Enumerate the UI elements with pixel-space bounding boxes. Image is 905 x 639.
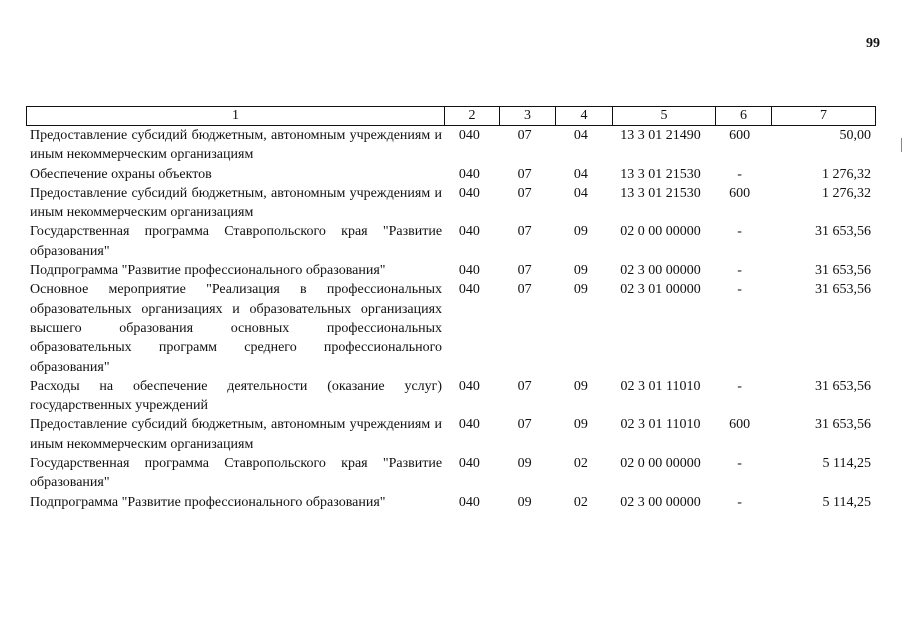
table-row [26, 280, 875, 376]
cell-subsection: 04 [573, 166, 588, 182]
header-col-1: 1 [27, 107, 445, 126]
cell-name: Предоставление субсидий бюджетным, автономным учреждениям и иным некоммерческим организациям [30, 128, 443, 163]
table-header [26, 106, 876, 126]
cell-amount: 1 276,32 [822, 185, 871, 201]
cell-section: 07 [517, 417, 532, 433]
cell-expense-type: - [737, 263, 742, 279]
cell-section: 07 [517, 166, 532, 182]
cell-ministry-code: 040 [458, 128, 480, 143]
cell-subsection: 02 [573, 494, 588, 510]
cell-ministry-code: 040 [458, 417, 480, 433]
cell-section: 07 [517, 185, 532, 201]
cell-name: Подпрограмма "Развитие профессионального образования" [30, 494, 386, 510]
cell-section: 07 [517, 128, 532, 143]
cell-subsection: 02 [573, 456, 588, 472]
cell-amount: 1 276,32 [822, 166, 871, 182]
scan-edge-mark [901, 138, 902, 152]
cell-subsection: 04 [573, 185, 588, 201]
header-row [27, 107, 876, 126]
cell-amount: 31 653,56 [815, 378, 871, 394]
table-row [26, 184, 875, 223]
cell-section: 07 [517, 378, 532, 394]
cell-amount: 31 653,56 [815, 282, 871, 298]
table-row [26, 222, 875, 261]
cell-amount: 31 653,56 [815, 263, 871, 279]
page-number: 99 [866, 36, 880, 51]
cell-expense-type: - [737, 494, 742, 510]
header-col-6: 6 [716, 107, 772, 126]
cell-target-article: 02 3 00 00000 [620, 263, 701, 279]
table-row [26, 165, 875, 184]
cell-section: 07 [517, 282, 532, 298]
cell-expense-type: - [737, 456, 742, 472]
header-col-2: 2 [445, 107, 500, 126]
cell-target-article: 13 3 01 21530 [620, 185, 701, 201]
cell-target-article: 13 3 01 21530 [620, 166, 701, 182]
cell-subsection: 09 [573, 263, 588, 279]
table-row [26, 377, 875, 416]
cell-ministry-code: 040 [458, 282, 480, 298]
header-col-4: 4 [556, 107, 613, 126]
cell-target-article: 02 0 00 00000 [620, 456, 701, 472]
cell-target-article: 02 3 01 11010 [620, 417, 701, 433]
cell-section: 07 [517, 263, 532, 279]
cell-amount: 5 114,25 [822, 494, 871, 510]
cell-target-article: 02 0 00 00000 [620, 224, 701, 240]
cell-expense-type: - [737, 166, 742, 182]
cell-name: Основное мероприятие "Реализация в профессиональных образовательных организациях и образовательных организациях высшего образования основных профессиональных образовательных программ среднего профессионального образования" [30, 282, 443, 375]
cell-ministry-code: 040 [458, 224, 480, 240]
cell-expense-type: - [737, 224, 742, 240]
cell-expense-type: - [737, 378, 742, 394]
cell-ministry-code: 040 [458, 456, 480, 472]
cell-subsection: 09 [573, 378, 588, 394]
cell-amount: 31 653,56 [815, 224, 871, 240]
cell-target-article: 02 3 01 00000 [620, 282, 701, 298]
cell-amount: 31 653,56 [815, 417, 871, 433]
cell-ministry-code: 040 [458, 378, 480, 394]
table-body [26, 126, 875, 512]
cell-target-article: 02 3 01 11010 [620, 378, 701, 394]
cell-expense-type: 600 [729, 185, 751, 201]
table-row [26, 126, 875, 165]
cell-name: Предоставление субсидий бюджетным, автономным учреждениям и иным некоммерческим организациям [30, 417, 443, 452]
cell-amount: 50,00 [839, 128, 871, 143]
cell-target-article: 02 3 00 00000 [620, 494, 701, 510]
table-row [26, 415, 875, 454]
table-row [26, 261, 875, 280]
header-col-5: 5 [613, 107, 716, 126]
cell-expense-type: 600 [729, 128, 751, 143]
header-col-3: 3 [500, 107, 556, 126]
table-row [26, 454, 875, 493]
header-col-7: 7 [772, 107, 876, 126]
cell-ministry-code: 040 [458, 263, 480, 279]
cell-name: Государственная программа Ставропольского края "Развитие образования" [30, 456, 443, 491]
cell-ministry-code: 040 [458, 494, 480, 510]
table-row [26, 493, 875, 512]
cell-ministry-code: 040 [458, 166, 480, 182]
cell-section: 09 [517, 456, 532, 472]
cell-name: Подпрограмма "Развитие профессионального образования" [30, 263, 386, 279]
cell-expense-type: - [737, 282, 742, 298]
cell-section: 09 [517, 494, 532, 510]
cell-name: Государственная программа Ставропольского края "Развитие образования" [30, 224, 443, 259]
cell-subsection: 04 [573, 128, 588, 143]
cell-amount: 5 114,25 [822, 456, 871, 472]
cell-name: Расходы на обеспечение деятельности (оказание услуг) государственных учреждений [30, 378, 443, 414]
cell-expense-type: 600 [729, 417, 751, 433]
cell-subsection: 09 [573, 282, 588, 298]
cell-name: Предоставление субсидий бюджетным, автономным учреждениям и иным некоммерческим организациям [30, 185, 443, 221]
cell-section: 07 [517, 224, 532, 240]
cell-subsection: 09 [573, 417, 588, 433]
cell-ministry-code: 040 [458, 185, 480, 201]
cell-target-article: 13 3 01 21490 [620, 128, 701, 143]
cell-name: Обеспечение охраны объектов [30, 166, 212, 182]
cell-subsection: 09 [573, 224, 588, 240]
